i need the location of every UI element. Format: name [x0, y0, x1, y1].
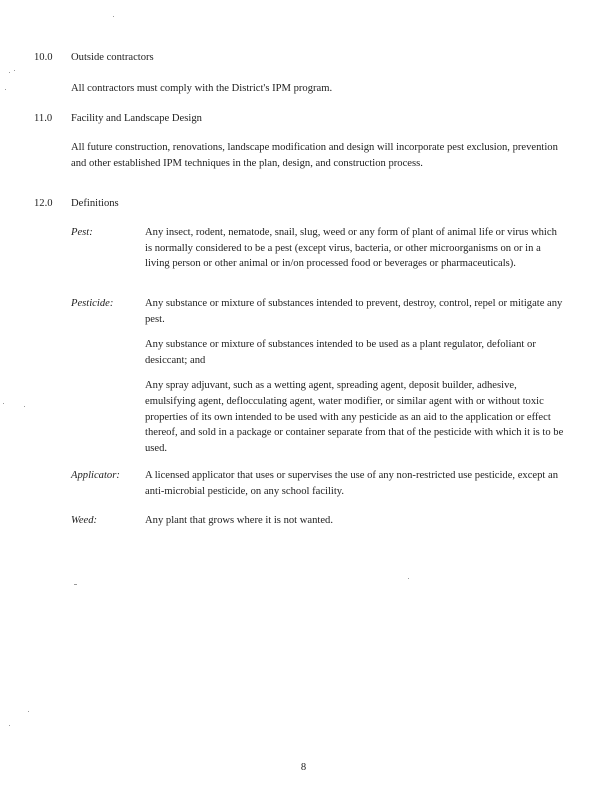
- section-title-outside-contractors: Outside contractors: [71, 52, 154, 63]
- scan-speck: [3, 403, 4, 404]
- scan-speck: [14, 70, 15, 71]
- definition-text-pesticide: [145, 296, 565, 466]
- section-title-definitions: Definitions: [71, 198, 119, 209]
- definition-paragraph: Any substance or mixture of substances intended to be used as a plant regulator, defoliant or desiccant; and: [145, 339, 536, 366]
- section-number-10: 10.0: [34, 52, 53, 63]
- definition-term-weed: Weed:: [71, 515, 98, 526]
- definition-paragraph: Any spray adjuvant, such as a wetting agent, spreading agent, deposit builder, adhesive, emulsifying agent, deflocculating agent, water modifier, or similar agent with or without toxic properties of its own intended to be used with any pesticide as an aid to the application or effect thereof, and sold in a package or container separate from that of the pesticide with which it is to be used.: [145, 380, 564, 454]
- section-title-facility-design: Facility and Landscape Design: [71, 113, 202, 124]
- scan-speck: [113, 16, 114, 17]
- section-number-11: 11.0: [34, 113, 53, 124]
- section-body-outside-contractors: All contractors must comply with the District's IPM program.: [71, 83, 333, 94]
- definition-paragraph: A licensed applicator that uses or supervises the use of any non-restricted use pesticide, except an anti-microbial pesticide, on any school facility.: [145, 470, 559, 497]
- definition-paragraph: Any substance or mixture of substances intended to prevent, destroy, control, repel or mitigate any pest.: [145, 298, 563, 325]
- definition-term-applicator: Applicator:: [71, 470, 120, 481]
- section-body-facility-design: All future construction, renovations, landscape modification and design will incorporate pest exclusion, prevention and other established IPM techniques in the plan, design, and construction process.: [71, 142, 558, 169]
- definition-text-weed: [145, 513, 565, 539]
- definition-paragraph: Any plant that grows where it is not wanted.: [145, 515, 334, 526]
- scan-speck: [9, 72, 10, 73]
- scan-speck: [408, 578, 409, 579]
- scan-speck: [28, 711, 29, 712]
- definition-term-pest: Pest:: [71, 227, 93, 238]
- definition-text-applicator: [145, 468, 565, 509]
- scan-speck: [9, 725, 10, 726]
- scan-speck: [74, 584, 77, 585]
- definition-term-pesticide: Pesticide:: [71, 298, 114, 309]
- scan-speck: [5, 89, 6, 90]
- definition-paragraph: Any insect, rodent, nematode, snail, slug, weed or any form of plant of animal life or virus which is normally considered to be a pest (except virus, bacteria, or other microorganisms on or in a living person or other animal or in/on processed food or beverages or pharmaceuticals).: [145, 227, 557, 270]
- section-number-12: 12.0: [34, 198, 53, 209]
- scan-speck: [24, 406, 25, 407]
- page-number: 8: [300, 762, 307, 773]
- definition-text-pest: [145, 225, 565, 282]
